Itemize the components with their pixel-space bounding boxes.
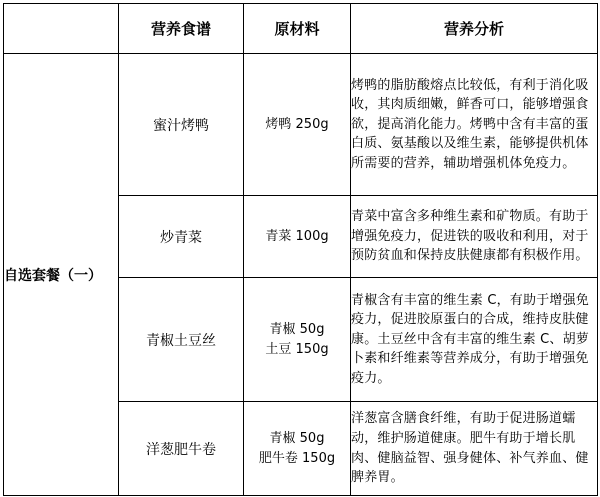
dish-materials xyxy=(244,278,351,402)
set-label: 自选套餐（一） xyxy=(4,54,119,496)
nutrition-menu-table xyxy=(3,3,598,496)
header-materials: 原材料 xyxy=(244,4,351,54)
material-item: 青菜 100g xyxy=(265,228,329,244)
dish-name: 炒青菜 xyxy=(119,196,244,278)
material-item: 土豆 150g xyxy=(265,341,329,357)
material-item: 青椒 50g xyxy=(269,430,325,446)
dish-analysis: 青椒含有丰富的维生素 C，有助于增强免疫力，促进胶原蛋白的合成，维持皮肤健康。土豆丝中含有丰富的维生素 C、胡萝卜素和纤维素等营养成分，有助于增强免疫力。 xyxy=(351,278,598,402)
material-item: 肥牛卷 150g xyxy=(258,450,336,466)
material-item: 烤鸭 250g xyxy=(265,116,329,132)
dish-materials xyxy=(244,402,351,496)
dish-materials xyxy=(244,196,351,278)
dish-materials xyxy=(244,54,351,196)
dish-analysis: 洋葱富含膳食纤维，有助于促进肠道蠕动，维护肠道健康。肥牛有助于增长肌肉、健脑益智、强身健体、补气养血、健脾养胃。 xyxy=(351,402,598,496)
header-analysis: 营养分析 xyxy=(351,4,598,54)
header-row xyxy=(4,4,598,54)
dish-name: 青椒土豆丝 xyxy=(119,278,244,402)
dish-name: 蜜汁烤鸭 xyxy=(119,54,244,196)
dish-name: 洋葱肥牛卷 xyxy=(119,402,244,496)
header-recipe: 营养食谱 xyxy=(119,4,244,54)
header-blank xyxy=(4,4,119,54)
material-item: 青椒 50g xyxy=(269,321,325,337)
dish-analysis: 烤鸭的脂肪酸熔点比较低，有利于消化吸收，其肉质细嫩，鲜香可口，能够增强食欲，提高消化能力。烤鸭中含有丰富的蛋白质、氨基酸以及维生素，能够提供机体所需要的营养，辅助增强机体免疫力。 xyxy=(351,54,598,196)
dish-analysis: 青菜中富含多种维生素和矿物质。有助于增强免疫力，促进铁的吸收和利用，对于预防贫血和保持皮肤健康都有积极作用。 xyxy=(351,196,598,278)
table-row xyxy=(4,54,598,196)
